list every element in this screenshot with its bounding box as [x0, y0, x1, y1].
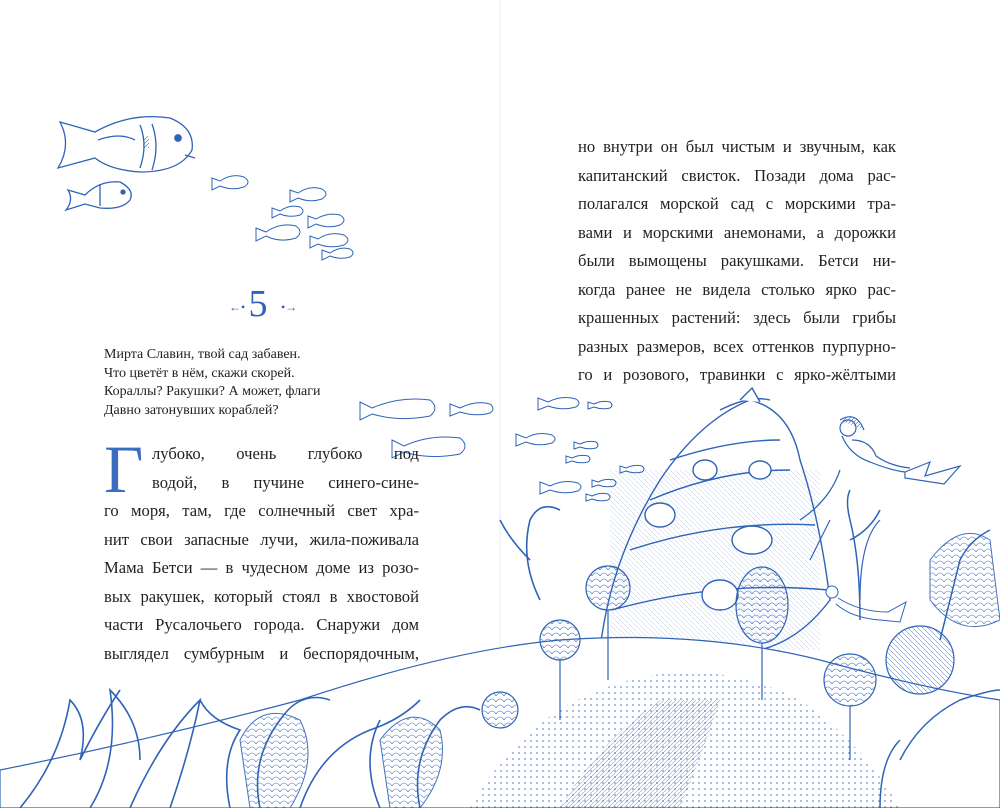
- right-page-text: [578, 133, 896, 390]
- text-line: но внутри он был чистым и звучным, как: [578, 137, 896, 156]
- text-line: капитанский свисток. Позади дома рас-: [578, 165, 896, 185]
- mermaid: [840, 417, 960, 484]
- text-line: го и розового, травинки с ярко-жёлтыми: [578, 365, 896, 384]
- text-line: разных размеров, всех оттенков пурпурно-: [578, 336, 896, 356]
- text-line: Мама Бетси — в чудесном доме из розо-: [104, 558, 419, 577]
- text-line: были вымощены ракушками. Бетси ни-: [578, 251, 896, 270]
- fish-school-top: [58, 117, 353, 260]
- text-line: выглядел сумбурным и беспорядочным,: [104, 643, 419, 663]
- text-line: когда ранее не видела столько ярко рас-: [578, 279, 896, 299]
- text-line: части Русалочьего города. Снаружи дом: [104, 615, 419, 634]
- medium-fish: [66, 182, 131, 210]
- text-line: нит свои запасные лучи, жила-поживала: [104, 529, 419, 549]
- text-line: вами и морскими анемонами, а дорожки: [578, 222, 896, 242]
- small-mermaid: [826, 586, 906, 622]
- text-line: крашенных растений: здесь были грибы: [578, 308, 896, 327]
- left-page-text: [104, 431, 419, 668]
- text-line: вых ракушек, который стоял в хвостовой: [104, 586, 419, 606]
- chapter-ornament-left: ←•: [229, 300, 246, 314]
- chapter-number: 5: [248, 283, 268, 325]
- text-line: полагался морской сад с морскими тра-: [578, 194, 896, 213]
- epigraph-poem: [104, 346, 404, 420]
- shell-house: [600, 388, 830, 650]
- big-fish: [58, 117, 195, 172]
- drop-cap: Г: [104, 431, 144, 507]
- text-line: лубоко, очень глубоко под: [152, 444, 419, 463]
- poem-line: Мирта Славин, твой сад забавен.: [104, 347, 301, 362]
- text-line: го моря, там, где солнечный свет хра-: [104, 501, 419, 520]
- small-fish-group: [212, 176, 353, 260]
- poem-line: Давно затонувших кораблей?: [104, 402, 279, 418]
- chapter-ornament-right: •→: [281, 300, 298, 314]
- poem-line: Что цветёт в нём, скажи скорей.: [104, 365, 295, 381]
- poem-line: Кораллы? Ракушки? А может, флаги: [104, 384, 321, 399]
- text-line: водой, в пучине синего-сине-: [152, 472, 419, 492]
